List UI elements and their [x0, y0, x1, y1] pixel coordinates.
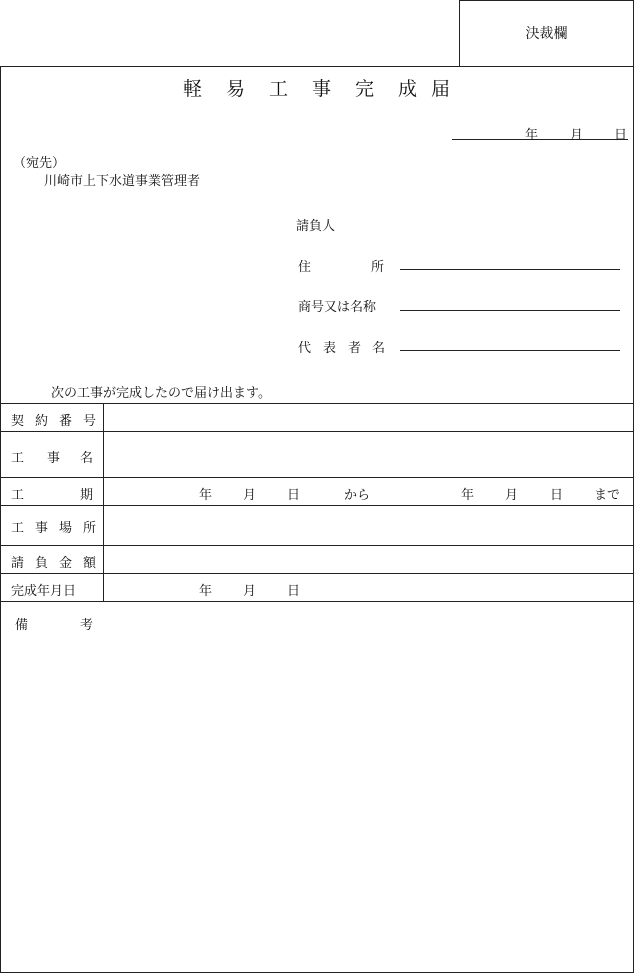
- date-month: 月: [570, 128, 584, 143]
- work-name-label-char: 事: [47, 451, 61, 466]
- completion-date-field[interactable]: [104, 574, 634, 601]
- contract-number-label-char: 契: [11, 414, 25, 429]
- period-to-day: 日: [550, 488, 564, 503]
- title-char: 易: [226, 78, 246, 100]
- period-to-month: 月: [505, 488, 519, 503]
- location-field[interactable]: [104, 506, 634, 545]
- completion-date-label: 完成年月日: [11, 584, 77, 599]
- amount-label-char: 請: [11, 556, 25, 571]
- amount-label-char: 額: [83, 556, 97, 571]
- amount-label-char: 負: [35, 556, 49, 571]
- representative-label-char: 表: [323, 341, 337, 356]
- location-label-char: 場: [59, 521, 73, 536]
- work-name-field[interactable]: [104, 432, 634, 477]
- date-day: 日: [614, 128, 628, 143]
- amount-label-char: 金: [59, 556, 73, 571]
- period-field[interactable]: [104, 478, 634, 505]
- amount-field[interactable]: [104, 546, 634, 573]
- contract-number-field[interactable]: [104, 404, 634, 431]
- location-label-char: 事: [35, 521, 49, 536]
- completion-month: 月: [243, 584, 257, 599]
- period-to-suffix: まで: [594, 488, 621, 503]
- company-name-field[interactable]: [400, 310, 620, 311]
- title-char: 軽: [183, 78, 203, 100]
- addressee-prefix: （宛先）: [13, 156, 66, 171]
- period-from-suffix: から: [344, 488, 371, 503]
- location-label-char: 所: [83, 521, 97, 536]
- title-char: 事: [312, 78, 332, 100]
- period-from-month: 月: [243, 488, 257, 503]
- approval-box-label: 決裁欄: [525, 26, 568, 42]
- title-char: 完: [355, 78, 375, 100]
- contract-number-label-char: 約: [35, 414, 49, 429]
- completion-year: 年: [199, 584, 213, 599]
- company-name-label: 商号又は名称: [298, 300, 377, 315]
- work-name-label-char: 工: [11, 451, 25, 466]
- title-char: 届: [431, 78, 451, 100]
- representative-label-char: 者: [348, 341, 362, 356]
- period-label-char: 工: [11, 488, 25, 503]
- title-char: 工: [269, 78, 289, 100]
- address-field[interactable]: [400, 269, 620, 270]
- period-from-day: 日: [287, 488, 301, 503]
- contractor-heading: 請負人: [296, 219, 336, 234]
- addressee: 川崎市上下水道事業管理者: [44, 174, 201, 189]
- location-label-char: 工: [11, 521, 25, 536]
- title-char: 成: [398, 78, 418, 100]
- contract-number-label-char: 号: [83, 414, 97, 429]
- address-label-char: 所: [371, 260, 385, 275]
- completion-day: 日: [287, 584, 301, 599]
- declaration-text: 次の工事が完成したので届け出ます。: [51, 386, 271, 401]
- address-label-char: 住: [298, 260, 312, 275]
- representative-label-char: 名: [372, 341, 386, 356]
- remarks-field[interactable]: [1, 602, 633, 972]
- remarks-label-char: 考: [80, 618, 94, 633]
- approval-box: [459, 0, 634, 67]
- contract-number-label-char: 番: [59, 414, 73, 429]
- work-name-label-char: 名: [80, 451, 94, 466]
- date-year: 年: [525, 128, 539, 143]
- period-to-year: 年: [461, 488, 475, 503]
- submission-date[interactable]: [452, 124, 628, 143]
- remarks-label-char: 備: [15, 618, 29, 633]
- period-from-year: 年: [199, 488, 213, 503]
- period-label-char: 期: [80, 488, 94, 503]
- date-underline: [452, 139, 628, 140]
- representative-field[interactable]: [400, 350, 620, 351]
- representative-label-char: 代: [298, 341, 312, 356]
- form-title: [0, 74, 634, 100]
